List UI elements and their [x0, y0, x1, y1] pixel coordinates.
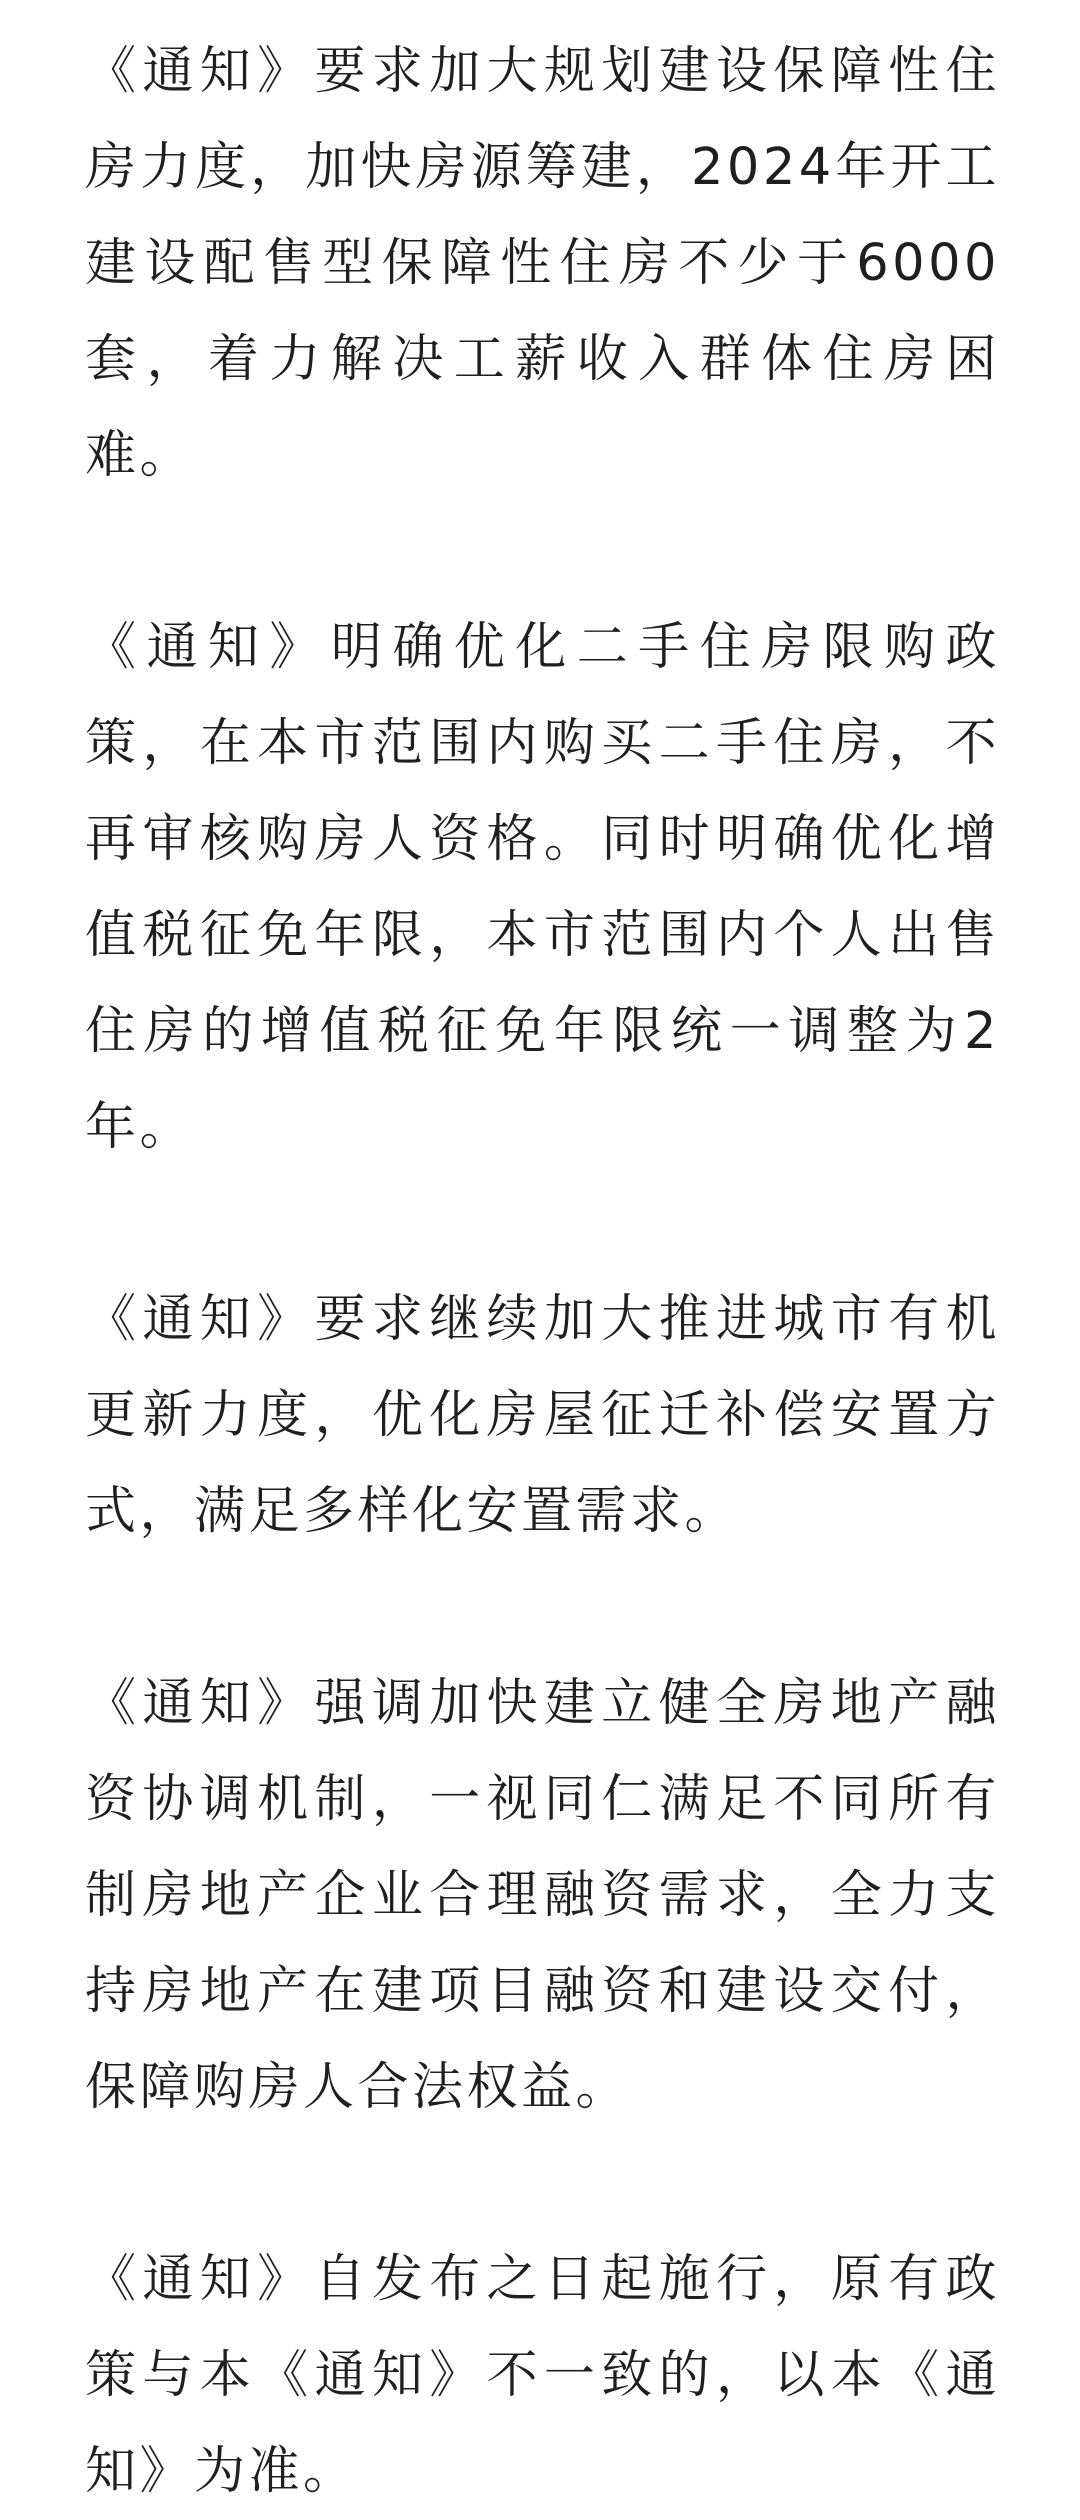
paragraph-second-hand-purchase-policy: 《通知》明确优化二手住房限购政策，在本市范围内购买二手住房，不再审核购房人资格。同时明确优化增值税征免年限，本市范围内个人出售住房的增值税征免年限统一调整为2年。	[85, 618, 1000, 1157]
article-body	[85, 24, 1000, 2520]
paragraph-effective-date: 《通知》自发布之日起施行，原有政策与本《通知》不一致的，以本《通知》为准。	[85, 2250, 1000, 2501]
paragraph-financing-mechanism: 《通知》强调加快建立健全房地产融资协调机制，一视同仁满足不同所有制房地产企业合理融资需求，全力支持房地产在建项目融资和建设交付，保障购房人合法权益。	[85, 1674, 1000, 2117]
paragraph-housing-supply: 《通知》要求加大规划建设保障性住房力度，加快房源筹建，2024年开工建设配售型保障性住房不少于6000套，着力解决工薪收入群体住房困难。	[85, 42, 1000, 485]
paragraph-urban-renewal: 《通知》要求继续加大推进城市有机更新力度，优化房屋征迁补偿安置方式，满足多样化安置需求。	[85, 1290, 1000, 1541]
